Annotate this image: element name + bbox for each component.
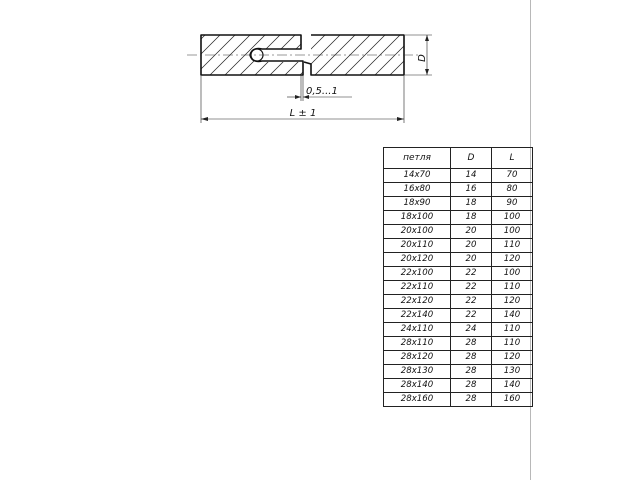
- table-row: [384, 351, 533, 365]
- header-l: L: [492, 148, 533, 169]
- table-row: [384, 267, 533, 281]
- table-row: [384, 197, 533, 211]
- l-label: L ± 1: [289, 108, 317, 119]
- cell-loop: 28x140: [384, 379, 451, 393]
- cell-d: 28: [451, 393, 492, 407]
- cell-l: 140: [492, 309, 533, 323]
- gap-label: 0,5...1: [306, 86, 338, 97]
- cell-loop: 22x110: [384, 281, 451, 295]
- cell-l: 160: [492, 393, 533, 407]
- table-row: [384, 183, 533, 197]
- cell-loop: 20x100: [384, 225, 451, 239]
- cell-loop: 20x120: [384, 253, 451, 267]
- table-body: [384, 169, 533, 407]
- cell-l: 110: [492, 239, 533, 253]
- cell-loop: 16x80: [384, 183, 451, 197]
- table-row: [384, 253, 533, 267]
- cell-loop: 18x90: [384, 197, 451, 211]
- table-row: [384, 169, 533, 183]
- cell-d: 14: [451, 169, 492, 183]
- d-label: D: [417, 54, 428, 62]
- cell-l: 120: [492, 351, 533, 365]
- cell-l: 140: [492, 379, 533, 393]
- cell-l: 80: [492, 183, 533, 197]
- cell-d: 22: [451, 267, 492, 281]
- cell-d: 16: [451, 183, 492, 197]
- cell-d: 20: [451, 225, 492, 239]
- cell-loop: 28x160: [384, 393, 451, 407]
- cell-l: 90: [492, 197, 533, 211]
- table-row: [384, 323, 533, 337]
- table-row: [384, 225, 533, 239]
- hinge-spec-table: [383, 147, 533, 407]
- cell-l: 110: [492, 323, 533, 337]
- table-row: [384, 211, 533, 225]
- cell-loop: 28x110: [384, 337, 451, 351]
- cell-d: 28: [451, 351, 492, 365]
- cell-d: 20: [451, 239, 492, 253]
- table-row: [384, 239, 533, 253]
- cell-d: 20: [451, 253, 492, 267]
- cell-l: 120: [492, 253, 533, 267]
- cell-loop: 28x120: [384, 351, 451, 365]
- cell-l: 100: [492, 225, 533, 239]
- cell-d: 18: [451, 211, 492, 225]
- cell-l: 110: [492, 281, 533, 295]
- cell-l: 110: [492, 337, 533, 351]
- table-row: [384, 295, 533, 309]
- table-row: [384, 365, 533, 379]
- cell-loop: 24x110: [384, 323, 451, 337]
- header-loop: петля: [384, 148, 451, 169]
- cell-l: 100: [492, 211, 533, 225]
- table-row: [384, 393, 533, 407]
- cell-loop: 22x100: [384, 267, 451, 281]
- cell-loop: 22x120: [384, 295, 451, 309]
- table-row: [384, 281, 533, 295]
- cell-loop: 18x100: [384, 211, 451, 225]
- cell-d: 28: [451, 365, 492, 379]
- cell-l: 100: [492, 267, 533, 281]
- cell-loop: 22x140: [384, 309, 451, 323]
- cell-loop: 28x130: [384, 365, 451, 379]
- cell-d: 24: [451, 323, 492, 337]
- cell-l: 130: [492, 365, 533, 379]
- table-header-row: [384, 148, 533, 169]
- cell-d: 28: [451, 379, 492, 393]
- cell-d: 22: [451, 309, 492, 323]
- hinge-section-drawing: [0, 0, 640, 140]
- cell-d: 22: [451, 295, 492, 309]
- cell-loop: 14x70: [384, 169, 451, 183]
- cell-d: 28: [451, 337, 492, 351]
- table-row: [384, 379, 533, 393]
- cell-d: 22: [451, 281, 492, 295]
- cell-l: 70: [492, 169, 533, 183]
- header-d: D: [451, 148, 492, 169]
- table-row: [384, 337, 533, 351]
- cell-d: 18: [451, 197, 492, 211]
- table-row: [384, 309, 533, 323]
- cell-l: 120: [492, 295, 533, 309]
- cell-loop: 20x110: [384, 239, 451, 253]
